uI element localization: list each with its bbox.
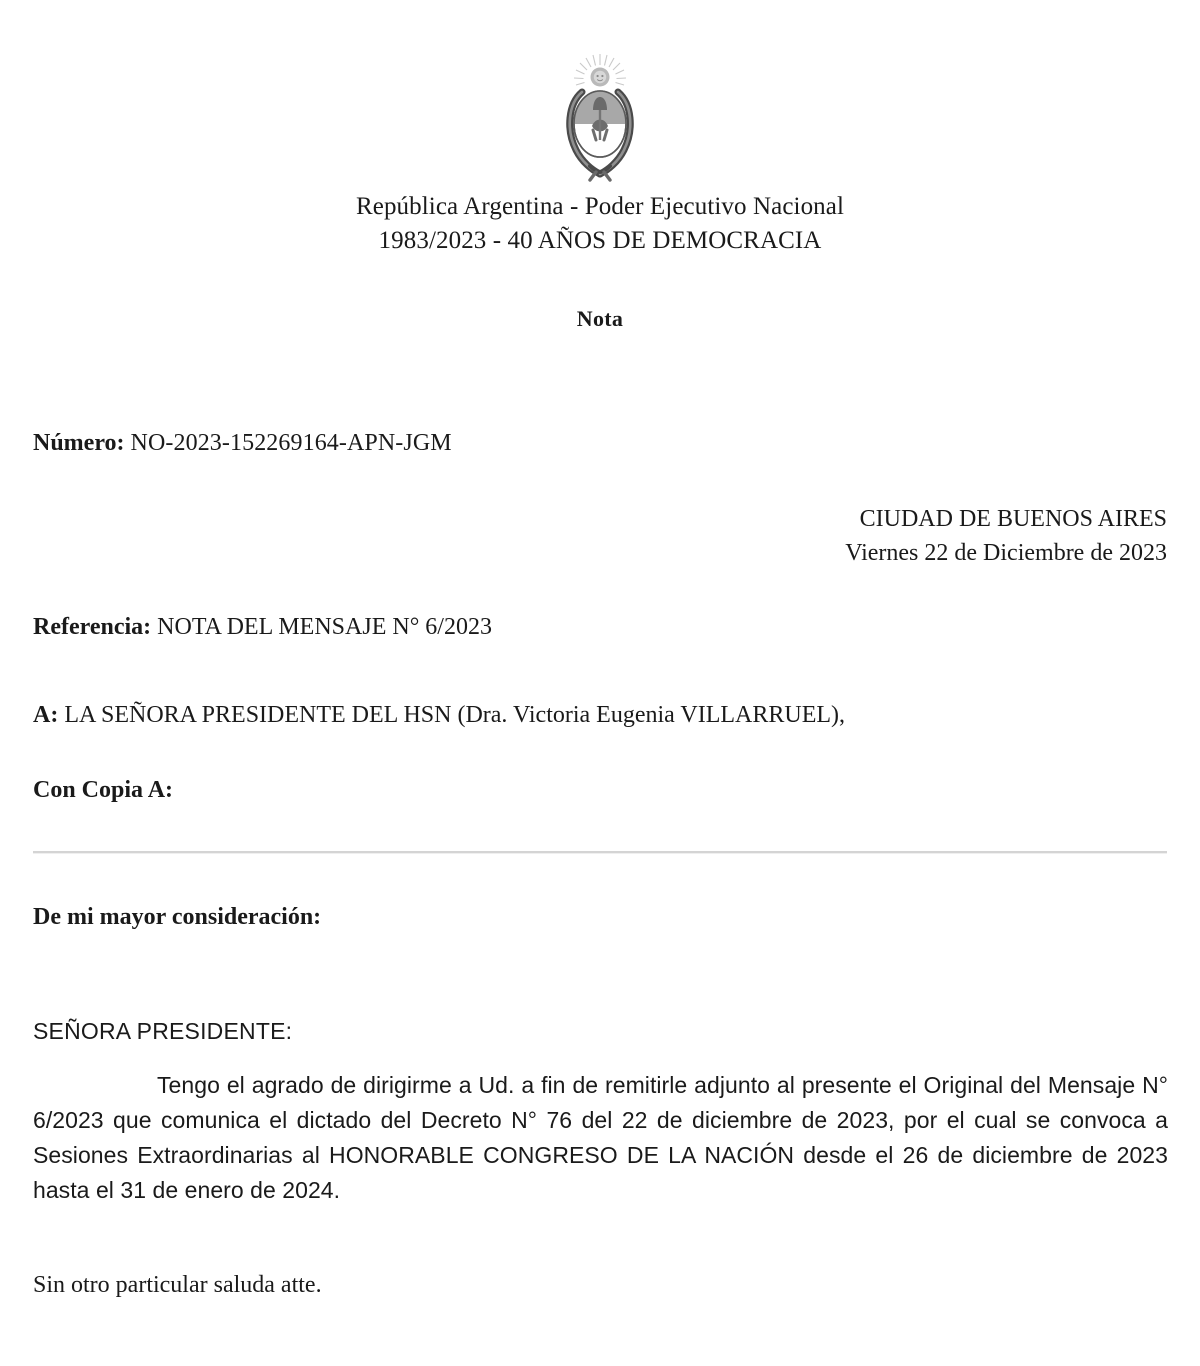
document-number-label: Número: [33,430,125,456]
org-line-republic: República Argentina - Poder Ejecutivo Nacional [355,193,845,220]
carbon-copy-label: Con Copia A: [33,777,174,803]
reference-label: Referencia: [33,614,152,640]
body-container [33,1016,1167,1208]
reference-row [33,612,1167,642]
document-number-row [33,428,1167,458]
document-type-title: Nota [576,306,624,331]
argentina-coat-of-arms-icon [552,52,648,184]
section-divider [33,851,1167,854]
date-text: Viernes 22 de Diciembre de 2023 [845,540,1167,566]
crest-container [33,0,1167,184]
closing-text: Sin otro particular saluda atte. [33,1272,322,1298]
organization-header [33,190,1167,258]
greeting-text: De mi mayor consideración: [33,904,322,930]
body-paragraph: Tengo el agrado de dirigirme a Ud. a fin de remitirle adjunto al presente el Original del Mensaje N° 6/2023 que comunica el dictado del Decreto N° 76 del 22 de diciembre de 2023, por el cual se convoca a Sesiones Extraordinarias al HONORABLE CONGRESO DE LA NACIÓN desde el 26 de diciembre de 2023 hasta el 31 de enero de 2024. [33,1072,1168,1203]
org-line-democracy: 1983/2023 - 40 AÑOS DE DEMOCRACIA [378,227,822,254]
addressee-value: LA SEÑORA PRESIDENTE DEL HSN (Dra. Victoria Eugenia VILLARRUEL), [64,702,846,728]
place-date-block [33,502,1167,570]
body-addressee-heading: SEÑORA PRESIDENTE: [33,1018,293,1044]
addressee-label: A: [33,702,59,728]
addressee-row [33,700,1167,730]
reference-value: NOTA DEL MENSAJE N° 6/2023 [157,614,492,640]
document-number-value: NO-2023-152269164-APN-JGM [130,430,452,456]
place-text: CIUDAD DE BUENOS AIRES [859,506,1167,532]
